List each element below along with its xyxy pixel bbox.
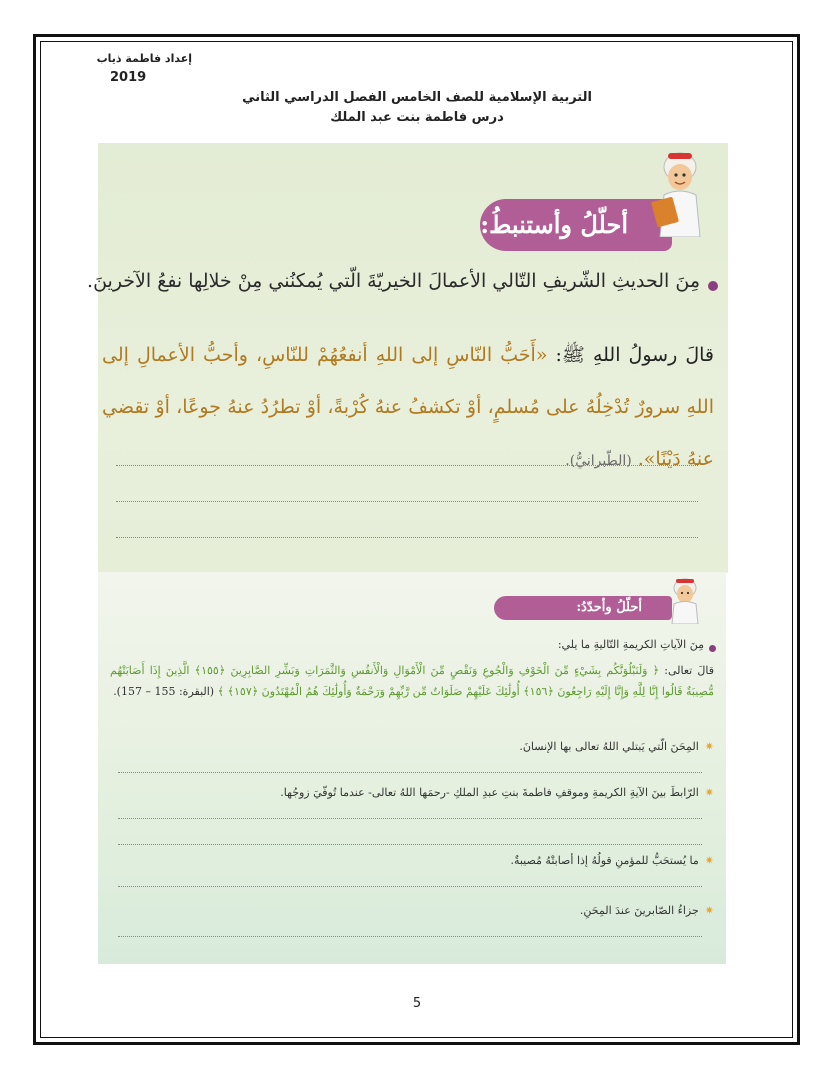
verse-intro: قالَ تعالى: [664,664,714,677]
bullet-dot [709,645,716,652]
section-banner: أحلّلُ وأستنبطُ: [480,199,672,251]
star-icon: ✷ [704,740,714,753]
hadith-intro: قالَ رسولُ اللهِ ﷺ: [555,344,714,366]
quran-verses [110,660,714,702]
question-item: ✷جزاءُ الصّابرينَ عندَ المِحَنِ. [579,904,714,917]
question-item: ✷المِحَنَ الّتي يَبتلي اللهُ تعالى بها الإنسانَ. [519,740,714,753]
answer-line[interactable] [118,844,702,845]
section-banner: أحلّلُ وأحدّدُ: [494,596,672,620]
bullet-dot [708,281,718,291]
page-number: 5 [412,996,422,1011]
verse-text: ﴿ وَلَنَبْلُوَنَّكُم بِشَيْءٍ مِّنَ الْخَوْفِ وَالْجُوعِ وَنَقْصٍ مِّنَ الْأَمْوَالِ وَالْأَنفُسِ وَالثَّمَرَاتِ وَبَشِّرِ الصَّابِرِينَ ﴿١٥٥﴾ الَّذِينَ إِذَا أَصَابَتْهُم مُّصِيبَةٌ قَالُوا إِنَّا لِلَّهِ وَإِنَّا إِلَيْهِ رَاجِعُونَ ﴿١٥٦﴾ أُولَٰئِكَ عَلَيْهِمْ صَلَوَاتٌ مِّن رَّبِّهِمْ وَرَحْمَةٌ وَأُولَٰئِكَ هُمُ الْمُهْتَدُونَ ﴿١٥٧﴾ ﴾ [110,664,714,698]
verse-source: (البقرة: 155 – 157). [113,685,215,698]
year-label: 2019 [110,70,147,85]
answer-line[interactable] [116,465,698,466]
answer-line[interactable] [118,936,702,937]
answer-line[interactable] [116,501,698,502]
question-item: ✷الرّابطَ بينَ الآيةِ الكريمةِ وموقفِ فاطمةَ بنتِ عبدِ الملكِ -رحمَها اللهُ تعالى- عندما تُوفّيَ زوجُها. [280,786,714,799]
star-icon: ✷ [704,904,714,917]
star-icon: ✷ [704,854,714,867]
page-title: التربية الإسلامية للصف الخامس الفصل الدراسي الثاني [242,90,592,105]
analyze-identify-panel [98,572,726,964]
author-label: إعداد فاطمة ذياب [96,52,192,65]
student-reading-icon [650,145,710,237]
answer-line[interactable] [118,818,702,819]
hadith-source: (الطّبرانيُّ). [565,453,632,469]
hadith-text: «أَحَبُّ النّاسِ إلى اللهِ أنفعُهُمْ للنّاسِ، وأحبُّ الأعمالِ إلى اللهِ سرورٌ تُدْخِلُهُ على مُسلمٍ، أوْ تكشفُ عنهُ كُرْبةً، أوْ تطرُدُ عنهُ جوعًا، أوْ تقضي عنهُ دَيْنًا». [102,344,714,470]
analyze-deduce-panel [87,143,728,573]
instruction-text: مِنَ الحديثِ الشّريفِ التّالي الأعمالَ الخيريّةَ الّتي يُمكنُني مِنْ خلالِها نفعُ الآخرينَ. [87,270,700,292]
question-item: ✷ما يُستحَبُّ للمؤمنِ قولُهُ إذا أصابتْهُ مُصيبةٌ. [510,854,714,867]
lesson-title: درس فاطمة بنت عبد الملك [330,110,504,125]
star-icon: ✷ [704,786,714,799]
student-icon [666,574,704,624]
verses-intro: مِنَ الآياتِ الكريمةِ التّاليةِ ما يلي: [557,638,704,651]
answer-line[interactable] [118,886,702,887]
hadith-paragraph [102,329,714,487]
answer-line[interactable] [116,537,698,538]
answer-line[interactable] [118,772,702,773]
